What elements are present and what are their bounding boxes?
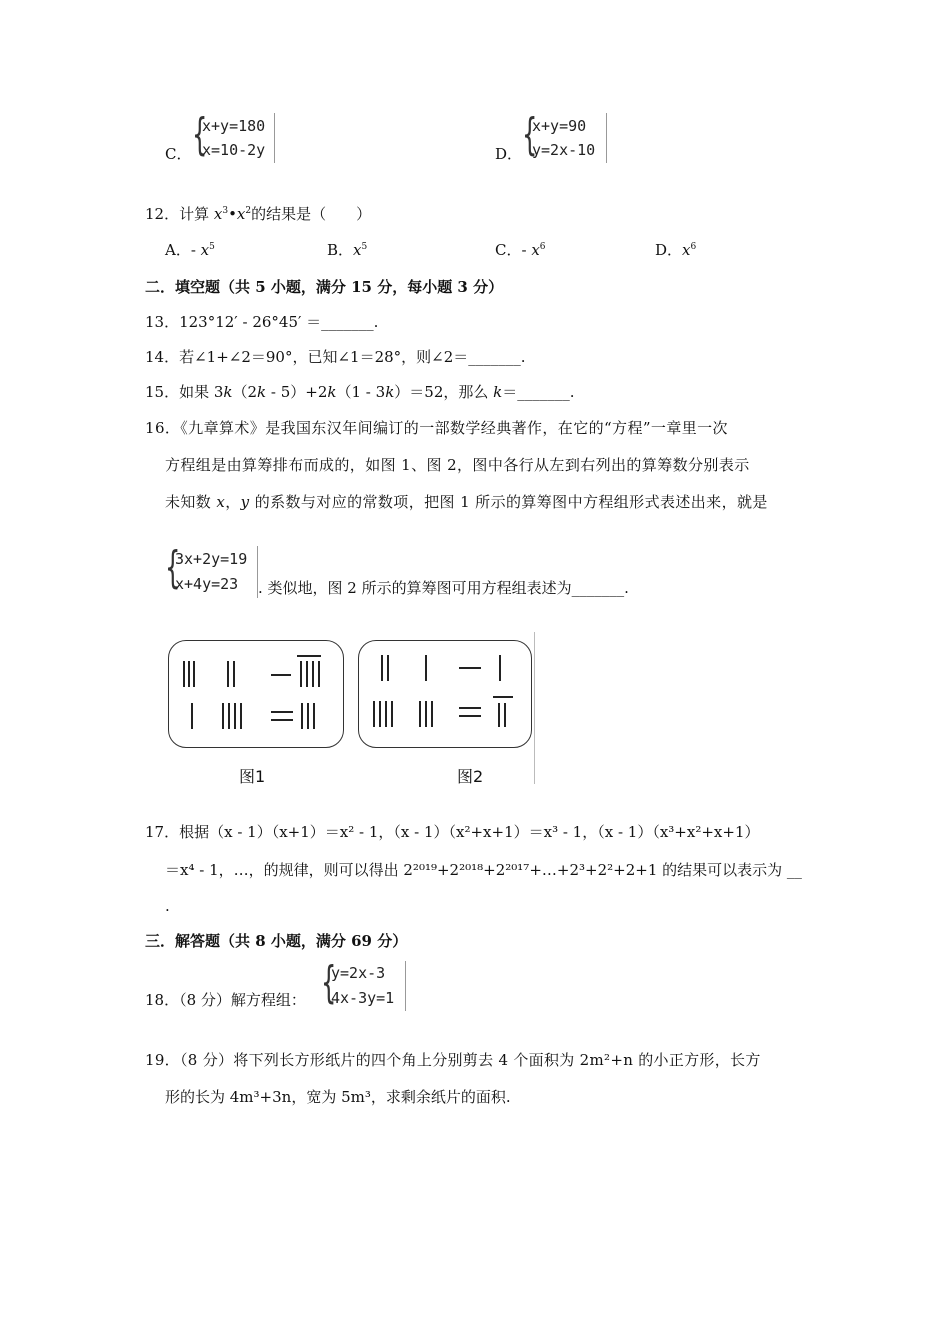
figure-1-caption: 图1 bbox=[239, 767, 266, 786]
question-17-line-2: ＝x⁴ - 1，…，的规律，则可以得出 2²⁰¹⁹+2²⁰¹⁸+2²⁰¹⁷+…+2³+2²+2+1 的结果可以表示为 __ bbox=[165, 861, 802, 879]
question-19-line-2: 形的长为 4m³+3n，宽为 5m³，求剩余纸片的面积. bbox=[165, 1088, 511, 1106]
q18-equation-system bbox=[321, 957, 406, 1011]
equation: x=10-2y bbox=[202, 141, 266, 159]
counting-rods-figure-2 bbox=[358, 640, 532, 748]
equation: 4x-3y=1 bbox=[331, 989, 395, 1007]
q11-option-d-label: D． bbox=[495, 145, 523, 163]
brace-icon: { bbox=[165, 542, 181, 593]
question-14: 14．若∠1+∠2＝90°，已知∠1＝28°，则∠2＝_______. bbox=[145, 348, 526, 366]
brace-icon: { bbox=[321, 957, 337, 1008]
brace-icon: { bbox=[192, 109, 208, 160]
q11-option-c-label: C． bbox=[165, 145, 192, 163]
q12-option-c: C．- $x^6$ bbox=[495, 241, 546, 259]
q12-option-d: D．$x^6$ bbox=[655, 241, 697, 259]
question-13: 13．123°12′ - 26°45′ ＝_______. bbox=[145, 313, 379, 331]
equation: x+y=180 bbox=[202, 117, 266, 135]
figure-divider bbox=[534, 632, 535, 784]
q11-option-d-system bbox=[522, 109, 607, 163]
section-3-title: 三．解答题（共 8 小题，满分 69 分） bbox=[145, 932, 408, 950]
equation: 3x+2y=19 bbox=[175, 550, 248, 568]
q16-example-system bbox=[165, 542, 258, 598]
question-16-line-3: 未知数 x，y 的系数与对应的常数项，把图 1 所示的算筹图中方程组形式表述出来，就是 bbox=[165, 493, 768, 511]
section-2-title: 二．填空题（共 5 小题，满分 15 分，每小题 3 分） bbox=[145, 278, 504, 296]
equation: y=2x-10 bbox=[532, 141, 596, 159]
q12-option-b: B．$x^5$ bbox=[327, 241, 368, 259]
equation: y=2x-3 bbox=[331, 964, 386, 982]
q12-option-a: A．- $x^5$ bbox=[165, 241, 215, 259]
q11-option-c-system bbox=[192, 109, 275, 163]
question-16-line-2: 方程组是由算筹排布而成的，如图 1、图 2，图中各行从左到右列出的算筹数分别表示 bbox=[165, 456, 750, 474]
question-12-stem: 12．计算 $x^3•x^2$的结果是（ ） bbox=[145, 205, 372, 223]
counting-rods-figure-1 bbox=[168, 640, 344, 748]
question-17-line-1: 17．根据（x - 1）（x+1）＝x² - 1，（x - 1）（x²+x+1）＝x³ - 1，（x - 1）（x³+x²+x+1） bbox=[145, 823, 760, 841]
question-16-line-1: 16．《九章算术》是我国东汉年间编订的一部数学经典著作，在它的“方程”一章里一次 bbox=[145, 419, 728, 437]
figure-2-caption: 图2 bbox=[457, 767, 484, 786]
question-16-tail: . 类似地，图 2 所示的算筹图可用方程组表述为_______. bbox=[258, 579, 629, 597]
equation: x+y=90 bbox=[532, 117, 587, 135]
equation: x+4y=23 bbox=[175, 575, 239, 593]
question-17-line-3: . bbox=[165, 897, 170, 915]
brace-icon: { bbox=[522, 109, 538, 160]
question-18: 18．（8 分）解方程组： bbox=[145, 991, 306, 1009]
question-19-line-1: 19．（8 分）将下列长方形纸片的四个角上分别剪去 4 个面积为 2m²+n 的小正方形，长方 bbox=[145, 1051, 761, 1069]
question-15: 15．如果 3k（2k - 5）+2k（1 - 3k）＝52，那么 k＝_______. bbox=[145, 383, 575, 401]
